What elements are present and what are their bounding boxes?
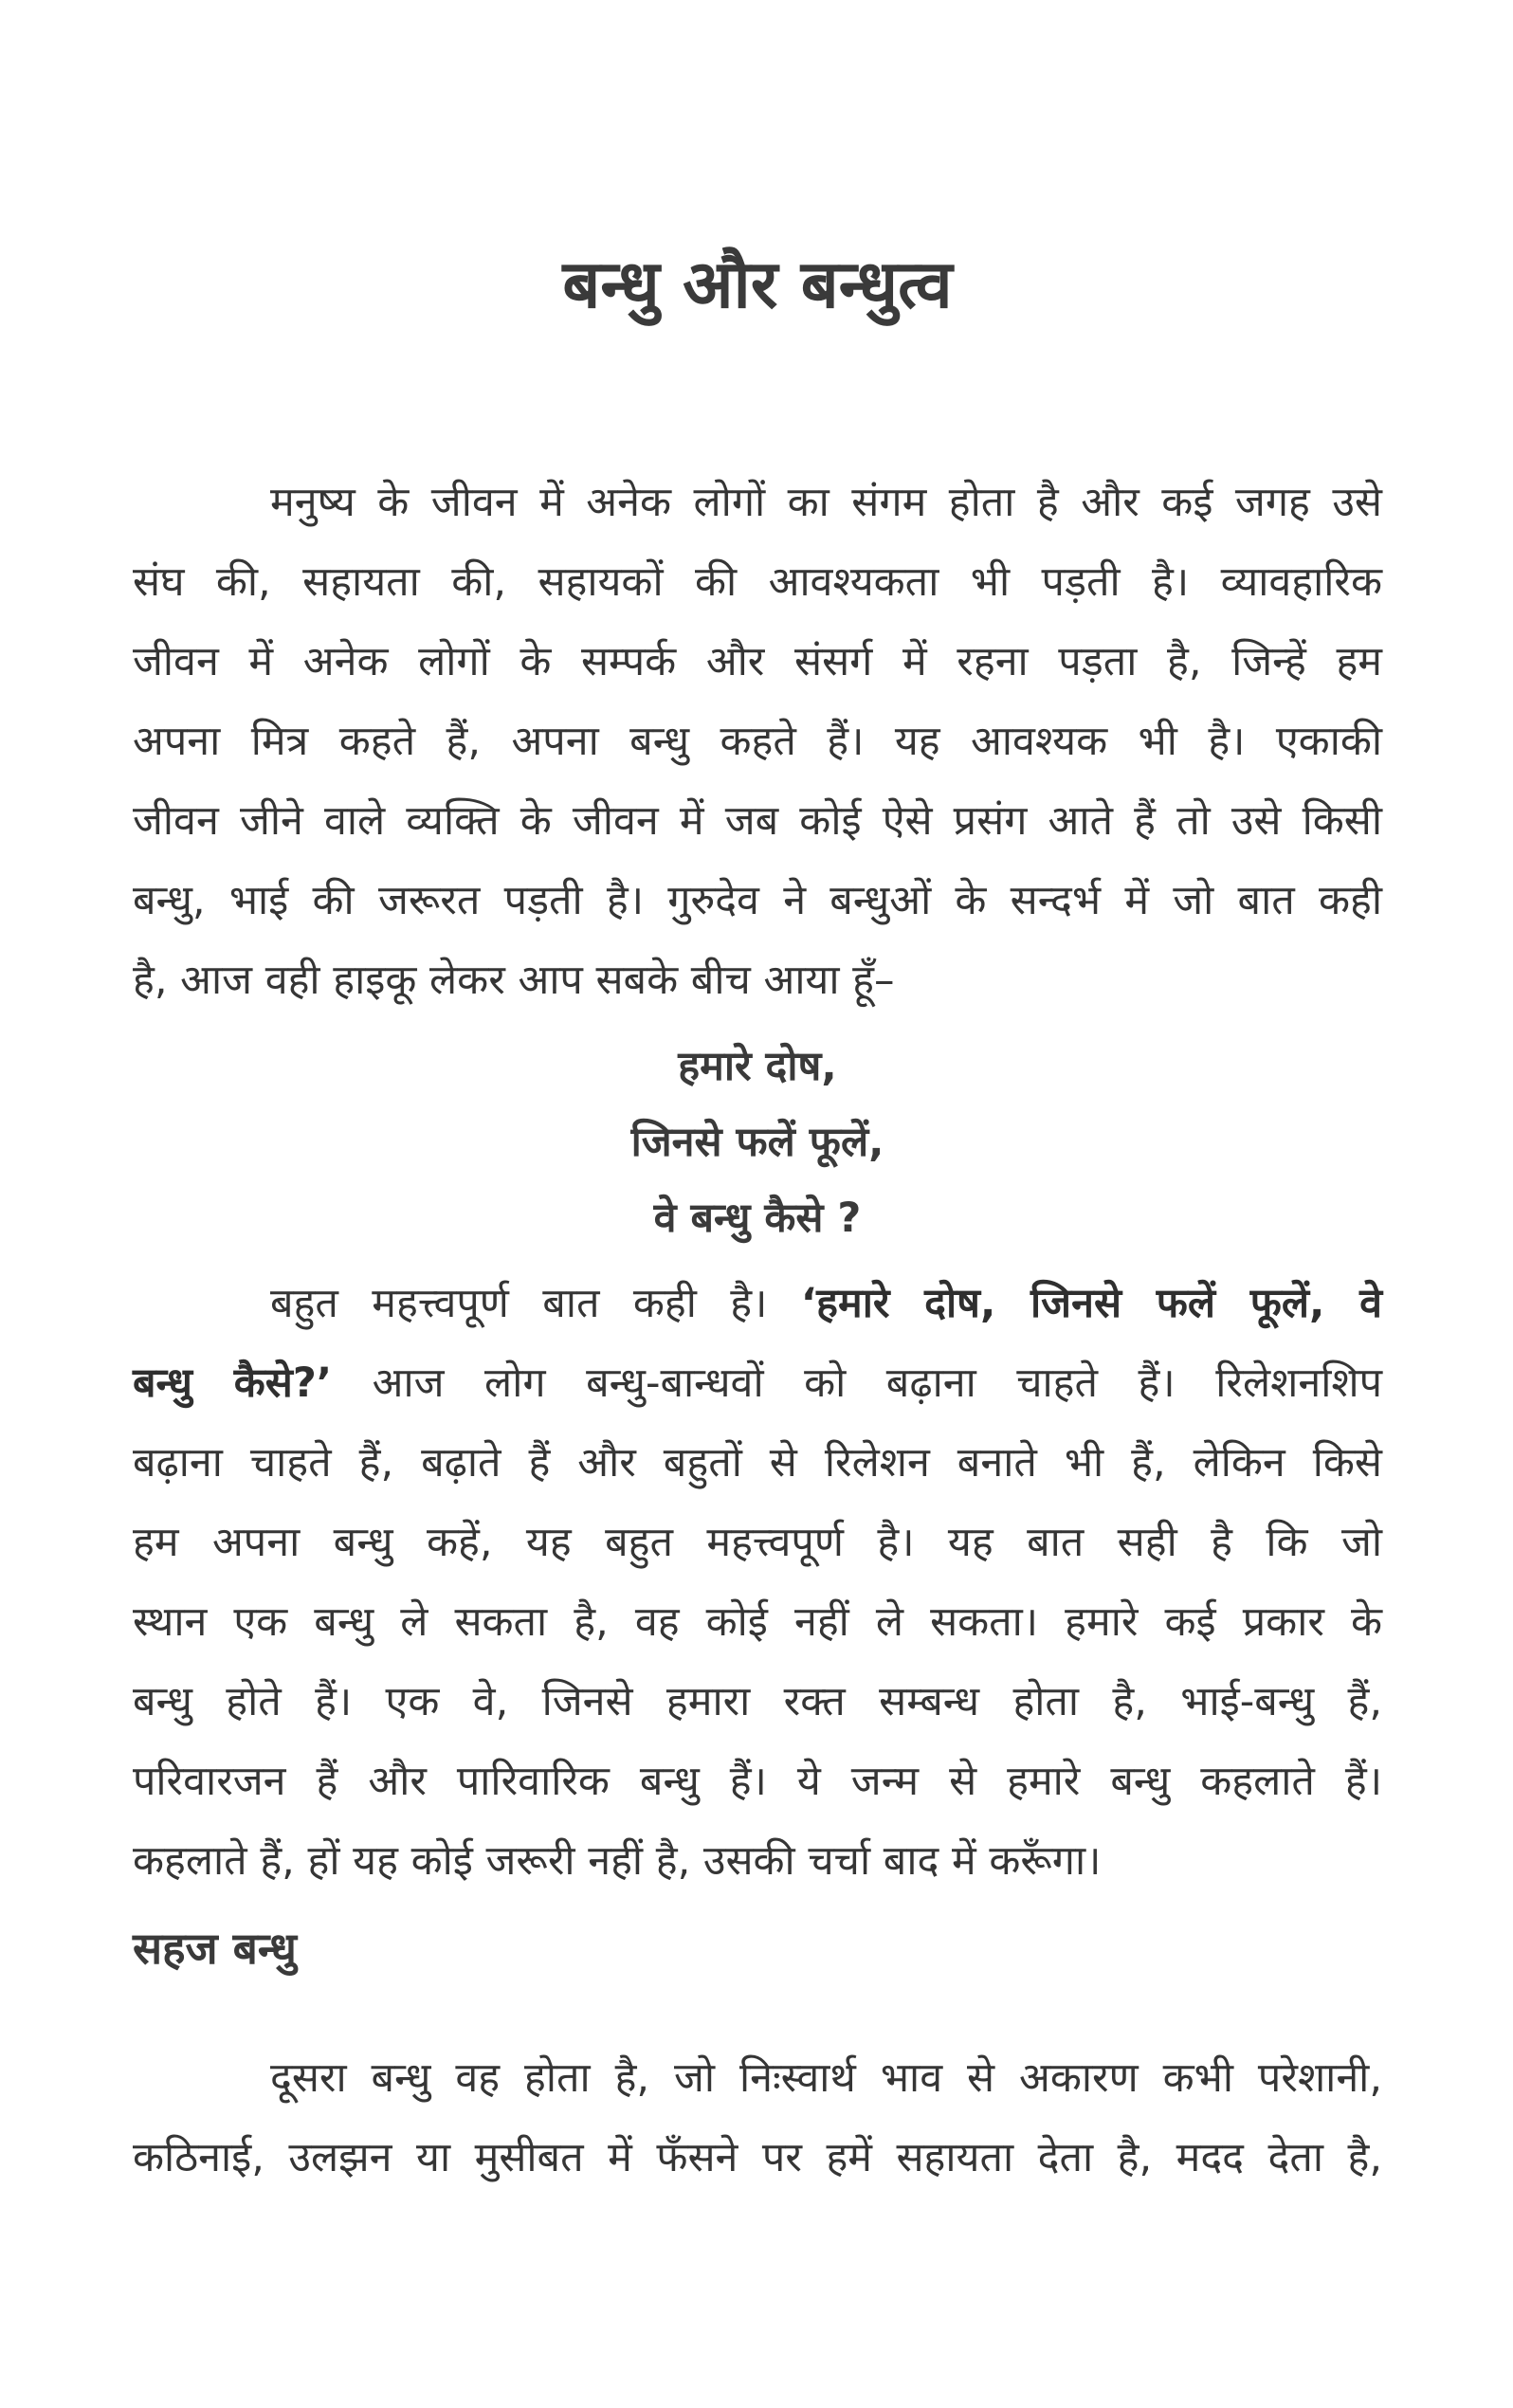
bold-quote: ‘हमारे दोष, जिनसे फलें फूलें, वे <box>800 1280 1382 1327</box>
bold-quote: बन्धु कैसे?’ <box>133 1359 333 1407</box>
text-line: बन्धु होते हैं। एक वे, जिनसे हमारा रक्त सम्बन्ध होता है, भाई-बन्धु हैं, <box>133 1678 1382 1725</box>
text-line: जीवन जीने वाले व्यक्ति के जीवन में जब कोई ऐसे प्रसंग आते हैं तो उसे किसी <box>133 797 1382 845</box>
text-line: स्थान एक बन्धु ले सकता है, वह कोई नहीं ले सकता। हमारे कई प्रकार के <box>133 1598 1382 1646</box>
haiku-line: जिनसे फलें फूलें, <box>630 1119 884 1166</box>
text-line: दूसरा बन्धु वह होता है, जो निःस्वार्थ भाव से अकारण कभी परेशानी, <box>270 2054 1382 2102</box>
haiku-line: हमारे दोष, <box>678 1043 837 1090</box>
text-line: अपना मित्र कहते हैं, अपना बन्धु कहते हैं। यह आवश्यक भी है। एकाकी <box>133 718 1382 765</box>
text-line: बढ़ाना चाहते हैं, बढ़ाते हैं और बहुतों से रिलेशन बनाते भी हैं, लेकिन किसे <box>133 1439 1382 1487</box>
text-line: मनुष्य के जीवन में अनेक लोगों का संगम होता है और कई जगह उसे <box>270 479 1382 526</box>
haiku-verse <box>133 1029 1382 1256</box>
text-line: जीवन में अनेक लोगों के सम्पर्क और संसर्ग में रहना पड़ता है, जिन्हें हम <box>133 638 1382 685</box>
text-line: है, आज वही हाइकू लेकर आप सबके बीच आया हूँ– <box>133 957 895 1004</box>
haiku-line: वे बन्धु कैसे ? <box>653 1195 862 1242</box>
paragraph-section <box>133 2038 1382 2198</box>
paragraph-discussion <box>133 1264 1382 1901</box>
plain-text: बहुत महत्त्वपूर्ण बात कही है। <box>270 1280 801 1327</box>
section-heading: सहज बन्धु <box>133 1923 297 1974</box>
paragraph-intro <box>133 463 1382 1020</box>
text-line <box>133 1343 1382 1423</box>
plain-text: आज लोग बन्धु-बान्धवों को बढ़ाना चाहते हैं। रिलेशनशिप <box>332 1359 1383 1407</box>
text-line: कहलाते हैं, हों यह कोई जरूरी नहीं है, उसकी चर्चा बाद में करूँगा। <box>133 1837 1102 1885</box>
text-line: हम अपना बन्धु कहें, यह बहुत महत्त्वपूर्ण है। यह बात सही है कि जो <box>133 1519 1382 1566</box>
chapter-title: बन्धु और बन्धुत्व <box>562 246 953 323</box>
text-line <box>133 1264 1382 1343</box>
text-line: परिवारजन हैं और पारिवारिक बन्धु हैं। ये जन्म से हमारे बन्धु कहलाते हैं। <box>133 1758 1382 1805</box>
text-line: कठिनाई, उलझन या मुसीबत में फँसने पर हमें सहायता देता है, मदद देता है, <box>133 2134 1382 2181</box>
text-line: संघ की, सहायता की, सहायकों की आवश्यकता भी पड़ती है। व्यावहारिक <box>133 558 1382 606</box>
text-line: बन्धु, भाई की जरूरत पड़ती है। गुरुदेव ने बन्धुओं के सन्दर्भ में जो बात कही <box>133 877 1382 924</box>
